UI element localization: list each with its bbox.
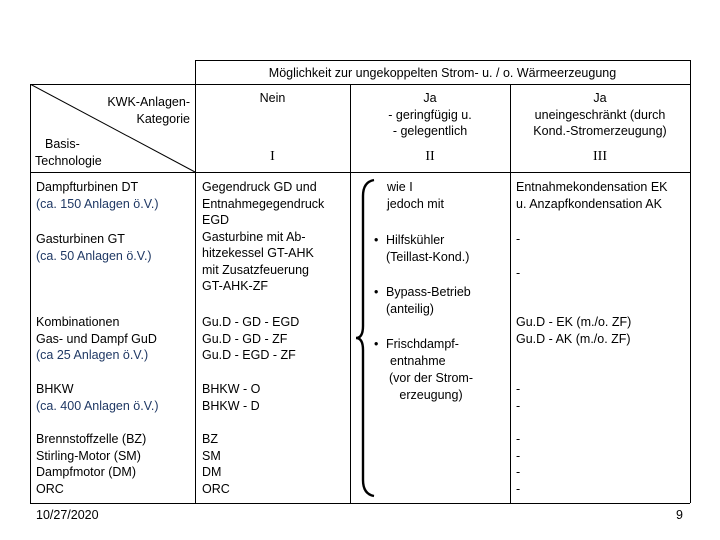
row-sonstige-tech: Brennstoffzelle (BZ) Stirling-Motor (SM) Dampfmotor (DM) ORC <box>36 432 147 496</box>
bullet-icon: • <box>374 337 379 351</box>
category-numeral-3: III <box>593 149 607 164</box>
bullet-icon: • <box>374 285 379 299</box>
column-heading-1: Nein <box>259 91 286 105</box>
row-bhkw-col1: BHKW - O BHKW - D <box>202 382 261 413</box>
column-divider-3 <box>510 84 511 503</box>
page-number: 9 <box>676 508 683 522</box>
column-2-bullet-hilfskuehler: • Hilfskühler (Teillast-Kond.) <box>374 233 470 264</box>
row-kombinationen-col3: Gu.D - EK (m./o. ZF) Gu.D - AK (m./o. ZF) <box>516 315 632 346</box>
footer-date: 10/27/2020 <box>36 508 99 522</box>
row-sonstige-col1: BZ SM DM ORC <box>202 432 230 496</box>
column-divider-2 <box>350 84 351 503</box>
row-kombinationen-col1: Gu.D - GD - EGD Gu.D - GD - ZF Gu.D - EGD - ZF <box>202 315 300 362</box>
column-2-bullet-bypass: • Bypass-Betrieb (anteilig) <box>374 285 471 316</box>
column-heading-2: Ja - geringfügig u. - gelegentlich <box>388 91 472 138</box>
column-2-intro: wie I jedoch mit <box>387 180 444 211</box>
row-gasturbinen-col3: - - <box>516 232 521 280</box>
row-bhkw-tech: BHKW (ca. 400 Anlagen ö.V.) <box>36 382 159 413</box>
row-gasturbinen-tech: Gasturbinen GT (ca. 50 Anlagen ö.V.) <box>36 232 152 263</box>
table-right-border <box>690 60 691 503</box>
category-numeral-2: II <box>425 149 435 164</box>
row-bhkw-col3: - - <box>516 382 521 413</box>
table-top-border <box>195 60 690 61</box>
row-sonstige-col3: - - - - <box>516 432 521 496</box>
corner-label-technology: Basis- Technologie <box>35 137 102 168</box>
corner-label-category: KWK-Anlagen- Kategorie <box>107 95 190 126</box>
row-dampfturbinen-tech: Dampfturbinen DT (ca. 150 Anlagen ö.V.) <box>36 180 159 211</box>
row-kombinationen-tech: Kombinationen Gas- und Dampf GuD (ca 25 Anlagen ö.V.) <box>36 315 157 362</box>
row-dampfturbinen-col3: Entnahmekondensation EK u. Anzapfkondensation AK <box>516 180 668 211</box>
column-heading-3: Ja uneingeschränkt (durch Kond.-Stromerzeugung) <box>533 91 667 138</box>
category-numeral-1: I <box>270 149 275 164</box>
column-2-note: (vor der Strom- erzeugung) <box>388 371 474 402</box>
table-title: Möglichkeit zur ungekoppelten Strom- u. / o. Wärmeerzeugung <box>268 66 617 80</box>
table-bottom-border <box>30 503 690 504</box>
column-2-bullet-frischdampf: • Frischdampf- entnahme <box>374 337 459 368</box>
bullet-icon: • <box>374 233 379 247</box>
row-dampfturbinen-col1: Gegendruck GD und Entnahmegegendruck EGD Gasturbine mit Ab- hitzekessel GT-AHK mit Zusatzfeuerung GT-AHK-ZF <box>202 180 325 293</box>
